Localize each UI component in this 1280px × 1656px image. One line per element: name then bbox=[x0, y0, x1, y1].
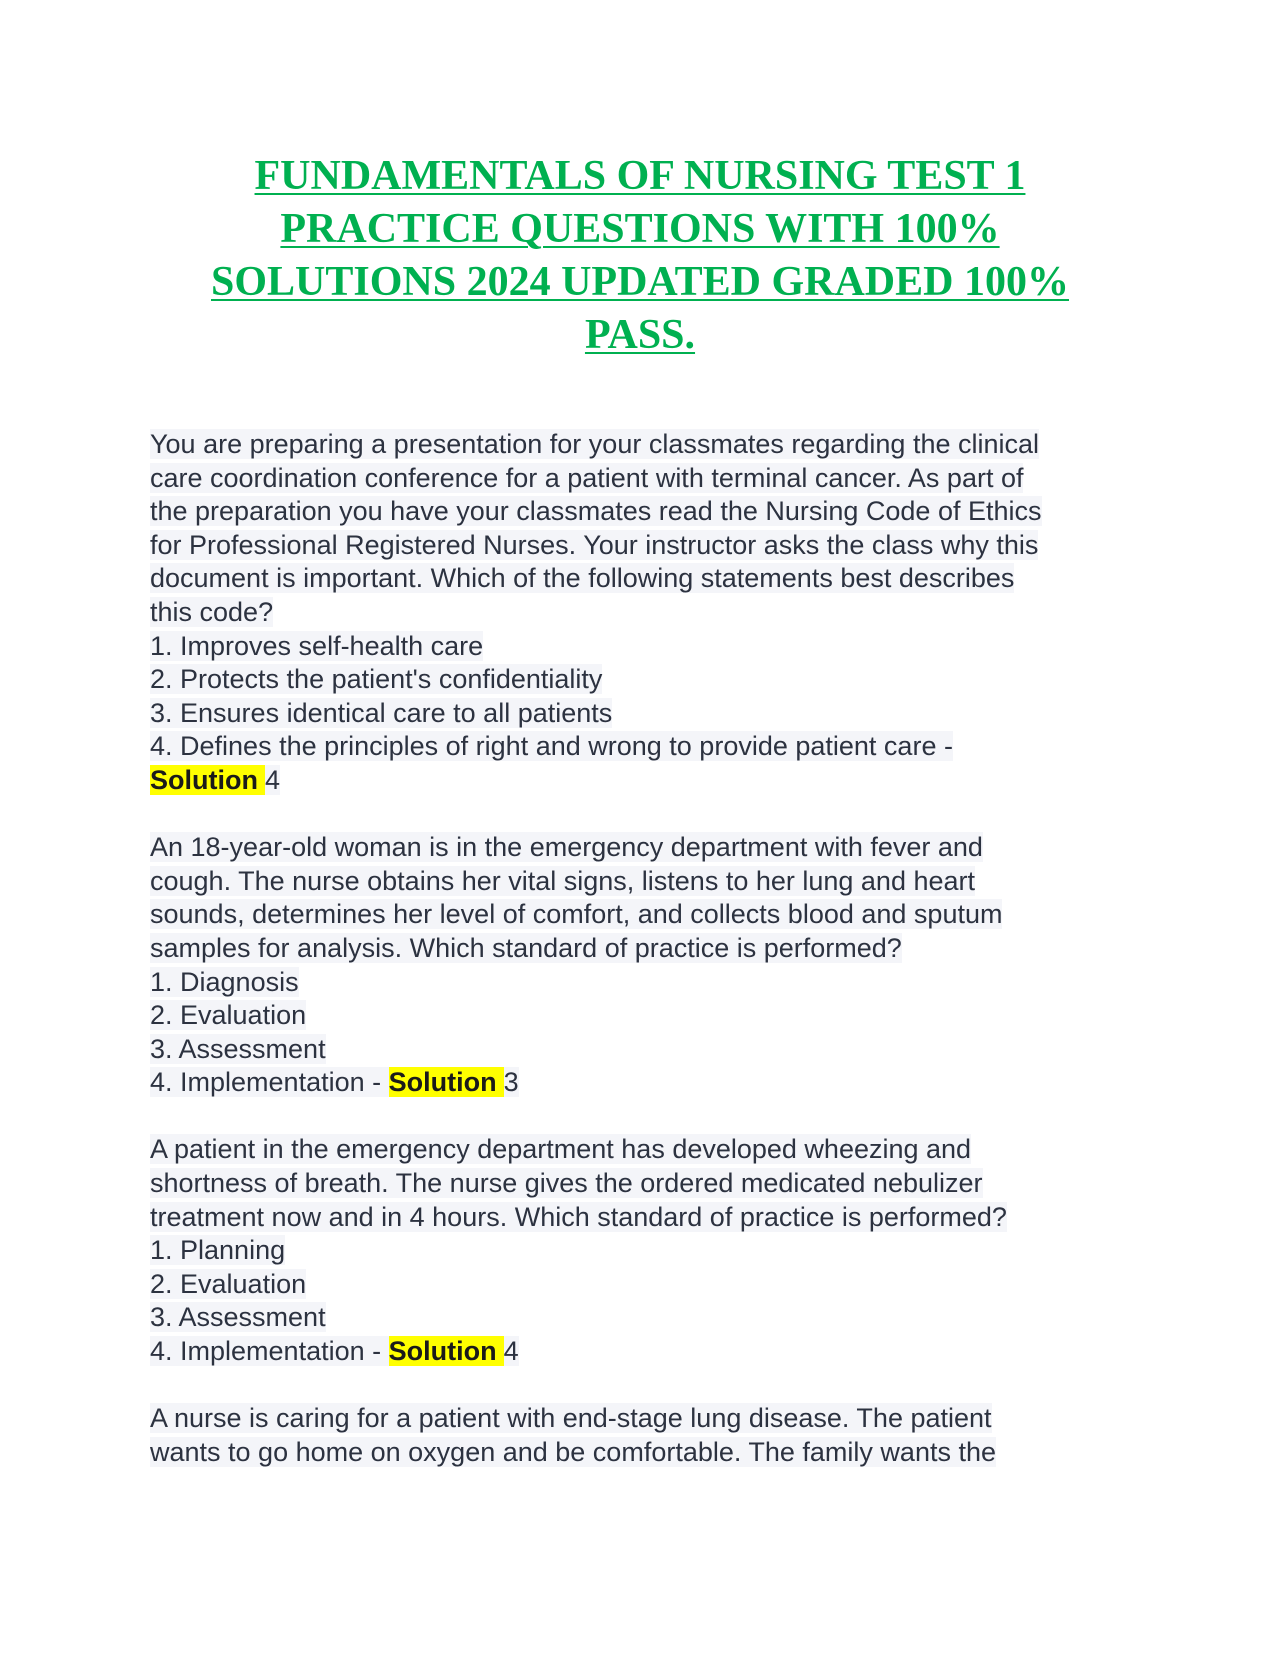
answer-option: 1. Diagnosis bbox=[150, 966, 299, 997]
solution-answer: 4 bbox=[264, 764, 281, 795]
spacer bbox=[150, 1100, 1140, 1134]
question-block bbox=[150, 428, 1140, 798]
solution-label: Solution bbox=[389, 1067, 504, 1097]
answer-option: 4. Implementation - bbox=[150, 1067, 389, 1098]
question-text-line: wants to go home on oxygen and be comfortable. The family wants the bbox=[150, 1436, 996, 1467]
question-text-line: shortness of breath. The nurse gives the ordered medicated nebulizer bbox=[150, 1168, 983, 1199]
question-text-line: treatment now and in 4 hours. Which standard of practice is performed? bbox=[150, 1201, 1007, 1232]
question-text-line: An 18-year-old woman is in the emergency department with fever and bbox=[150, 832, 983, 863]
answer-option: 2. Protects the patient's confidentiality bbox=[150, 664, 603, 695]
document-body bbox=[150, 428, 1140, 1469]
solution-line bbox=[150, 1335, 1140, 1369]
answer-option: 3. Assessment bbox=[150, 1033, 326, 1064]
answer-option: 3. Assessment bbox=[150, 1302, 326, 1333]
answer-option: 4. Defines the principles of right and wrong to provide patient care - bbox=[150, 731, 953, 762]
solution-line bbox=[150, 1066, 1140, 1100]
solution-label: Solution bbox=[389, 1336, 504, 1366]
answer-option: 3. Ensures identical care to all patients bbox=[150, 697, 613, 728]
answer-option: 1. Improves self-health care bbox=[150, 630, 484, 661]
document-title bbox=[150, 150, 1130, 362]
spacer bbox=[150, 798, 1140, 832]
question-block bbox=[150, 1133, 1140, 1368]
question-text-line: sounds, determines her level of comfort, and collects blood and sputum bbox=[150, 899, 1003, 930]
answer-option: 2. Evaluation bbox=[150, 1000, 307, 1031]
question-text-line: this code? bbox=[150, 596, 274, 627]
question-text-line: cough. The nurse obtains her vital signs, listens to her lung and heart bbox=[150, 865, 976, 896]
question-block bbox=[150, 1402, 1140, 1469]
answer-option: 1. Planning bbox=[150, 1235, 286, 1266]
question-text-line: A patient in the emergency department has developed wheezing and bbox=[150, 1134, 972, 1165]
answer-option: 2. Evaluation bbox=[150, 1268, 307, 1299]
title-line: PRACTICE QUESTIONS WITH 100% bbox=[280, 206, 1000, 252]
question-text-line: document is important. Which of the following statements best describes bbox=[150, 563, 1015, 594]
question-text-line: the preparation you have your classmates read the Nursing Code of Ethics bbox=[150, 496, 1042, 527]
question-text-line: A nurse is caring for a patient with end-stage lung disease. The patient bbox=[150, 1403, 992, 1434]
question-text-line: for Professional Registered Nurses. Your instructor asks the class why this bbox=[150, 529, 1039, 560]
question-text-line: care coordination conference for a patient with terminal cancer. As part of bbox=[150, 462, 1024, 493]
question-block bbox=[150, 831, 1140, 1100]
question-text-line: samples for analysis. Which standard of practice is performed? bbox=[150, 932, 902, 963]
solution-label: Solution bbox=[150, 765, 265, 795]
title-line: SOLUTIONS 2024 UPDATED GRADED 100% bbox=[211, 259, 1069, 305]
title-line: FUNDAMENTALS OF NURSING TEST 1 bbox=[254, 153, 1026, 199]
solution-answer: 3 bbox=[503, 1067, 519, 1098]
question-text-line: You are preparing a presentation for your classmates regarding the clinical bbox=[150, 429, 1040, 459]
title-line: PASS. bbox=[584, 312, 696, 358]
answer-option: 4. Implementation - bbox=[150, 1336, 389, 1367]
spacer bbox=[150, 1369, 1140, 1403]
solution-line bbox=[150, 764, 1140, 798]
solution-answer: 4 bbox=[503, 1336, 519, 1367]
